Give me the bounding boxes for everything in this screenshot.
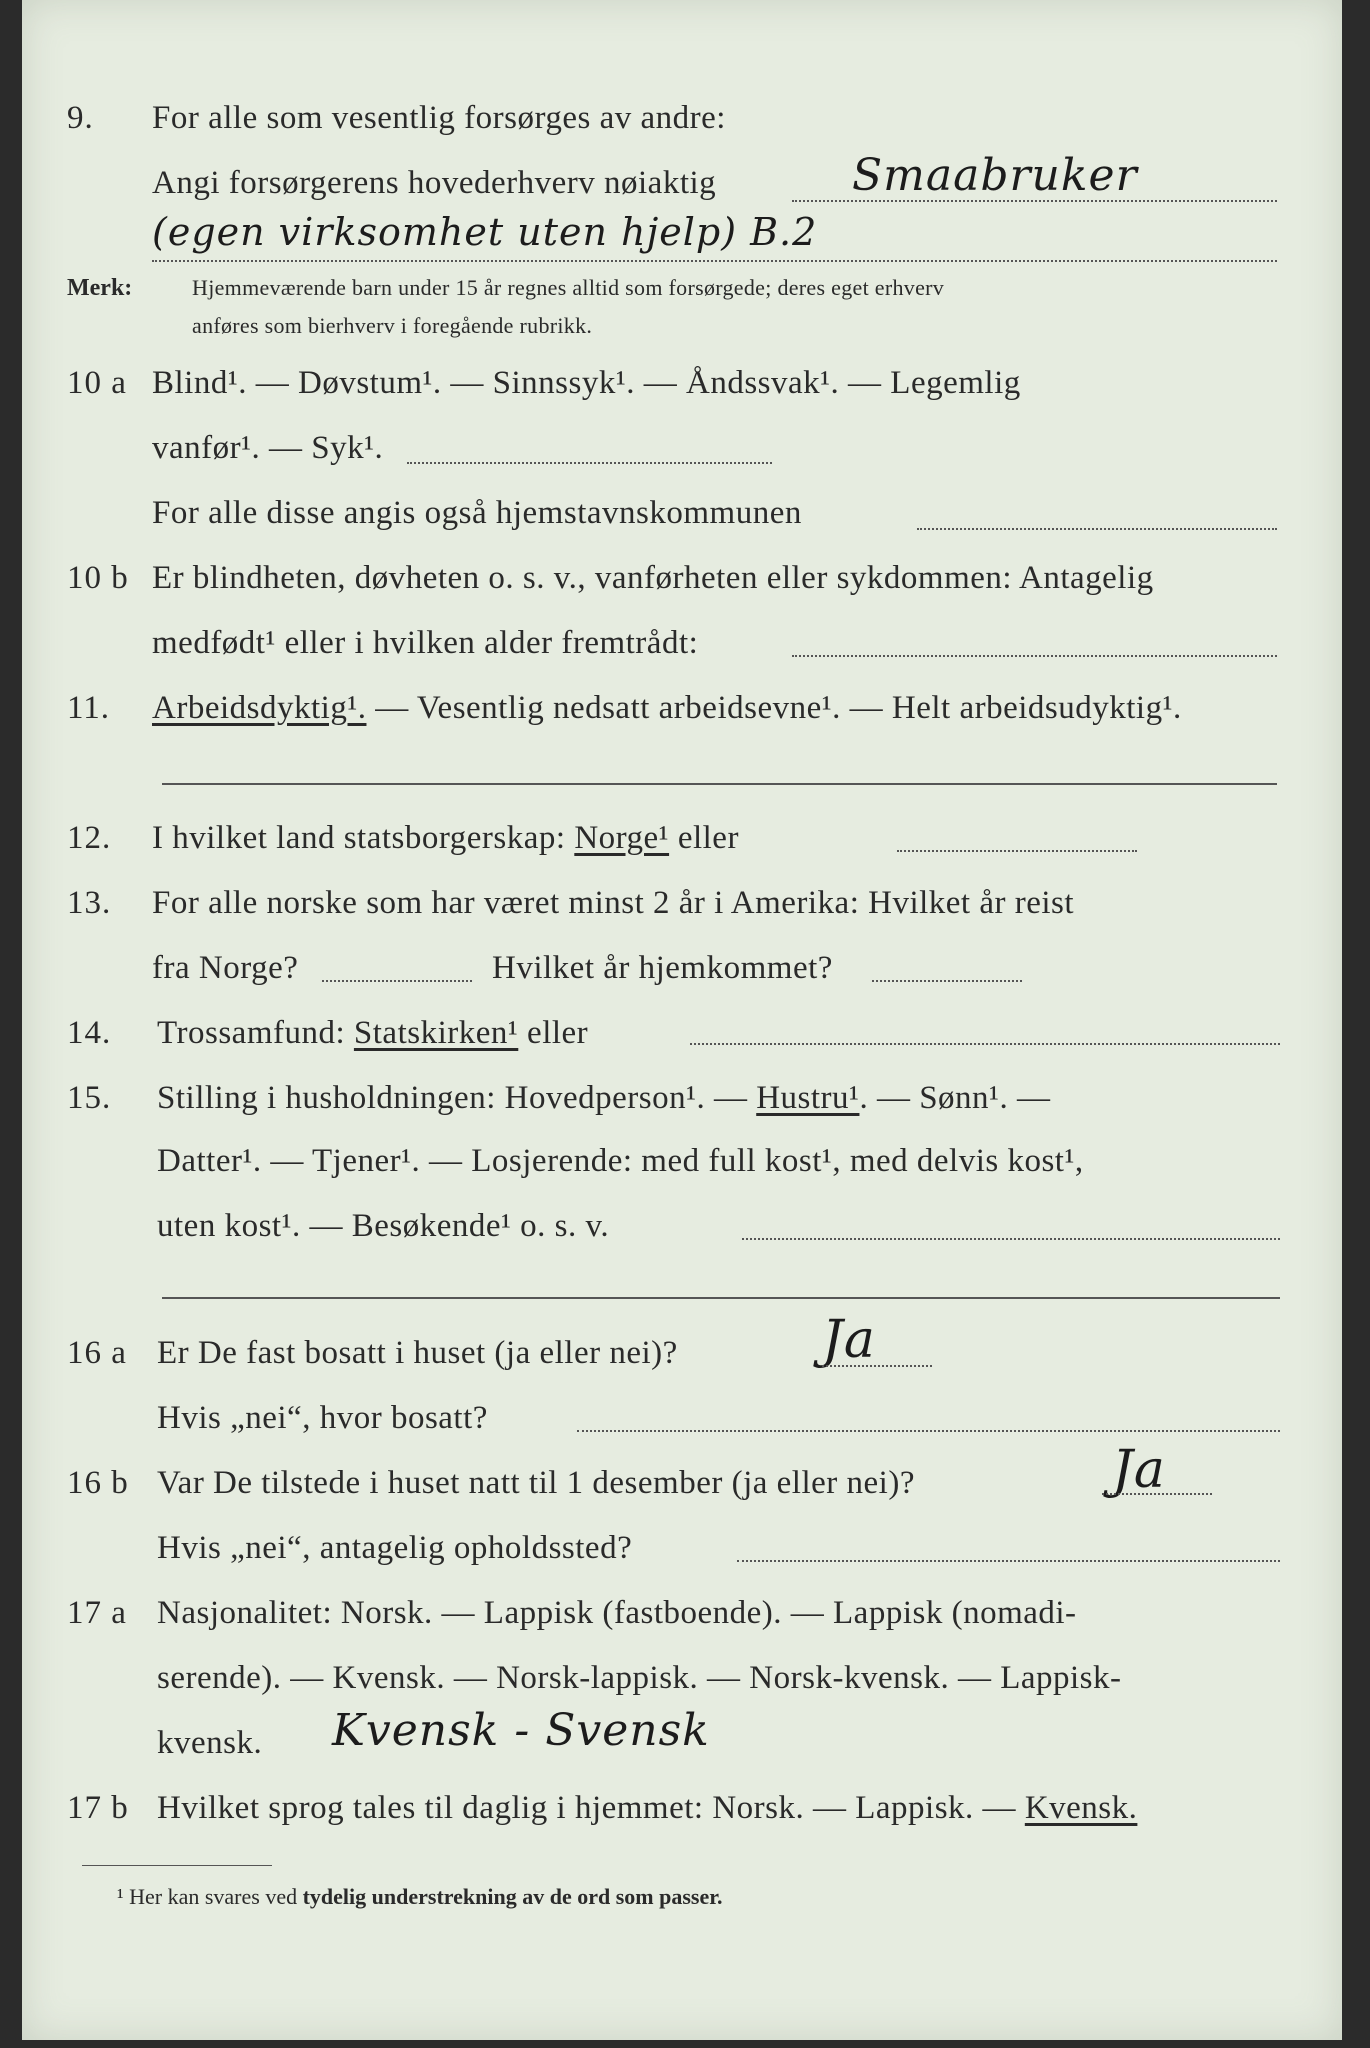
- q14-answer-line: [690, 1043, 1280, 1045]
- q14-pre: Trossamfund:: [157, 1015, 354, 1051]
- q12-pre: I hvilket land statsborgerskap:: [152, 820, 575, 856]
- q14-text: [157, 1015, 588, 1052]
- q17b-text: [157, 1790, 1137, 1827]
- q17b-selected-option: Kvensk.: [1024, 1790, 1138, 1826]
- footnote-mark: ¹: [117, 1884, 124, 1909]
- footnote: [117, 1884, 723, 1910]
- footnote-bold-text: tydelig understrekning av de ord som passer.: [302, 1884, 723, 1909]
- q9-answer-line2: [152, 260, 1277, 262]
- q16b-answer-handwritten: Ja: [1112, 1440, 1166, 1500]
- footnote-text: Her kan svares ved: [123, 1884, 303, 1909]
- q13-line2b: Hvilket år hjemkommet?: [492, 950, 833, 986]
- q15-separator: [162, 1297, 1280, 1299]
- q12-answer-line: [897, 850, 1137, 852]
- q10b-answer-line: [792, 655, 1277, 657]
- q15-line1-pre: Stilling i husholdningen: Hovedperson¹. —: [157, 1080, 757, 1116]
- q15-selected-option: Hustru¹: [756, 1080, 860, 1116]
- q11-text: [152, 690, 1182, 727]
- q14-post: eller: [518, 1015, 589, 1051]
- q9-merk-line1: Hjemmeværende barn under 15 år regnes alltid som forsørgede; deres eget erhverv: [192, 275, 945, 300]
- q16b-answer-line: [1102, 1493, 1212, 1495]
- q10b-number: 10 b: [67, 560, 129, 596]
- q15-number: 15.: [67, 1080, 112, 1116]
- q16a-answer-handwritten: Ja: [822, 1310, 876, 1370]
- q12-text: [152, 820, 739, 857]
- q9-line1: For alle som vesentlig forsørges av andre:: [152, 100, 726, 136]
- q10a-line1: Blind¹. — Døvstum¹. — Sinnssyk¹. — Åndssvak¹. — Legemlig: [152, 365, 1021, 401]
- q10b-line1: Er blindheten, døvheten o. s. v., vanførheten eller sykdommen: Antagelig: [152, 560, 1154, 596]
- q10b-line2: medfødt¹ eller i hvilken alder fremtrådt:: [152, 625, 699, 661]
- q9-line2: Angi forsørgerens hovederhverv nøiaktig: [152, 165, 717, 201]
- q13-reist-line: [322, 980, 472, 982]
- q11-rest: — Vesentlig nedsatt arbeidsevne¹. — Helt arbeidsudyktig¹.: [366, 690, 1182, 726]
- q13-hjemkommet-line: [872, 980, 1022, 982]
- q15-line1-post: . — Sønn¹. —: [859, 1080, 1051, 1116]
- q9-number: 9.: [67, 100, 94, 136]
- q16b-number: 16 b: [67, 1465, 129, 1501]
- q17a-number: 17 a: [67, 1595, 127, 1631]
- q9-answer-handwritten: Smaabruker: [852, 150, 1138, 201]
- q10a-syk-line: [407, 462, 772, 464]
- q17a-line1: Nasjonalitet: Norsk. — Lappisk (fastboende). — Lappisk (nomadi-: [157, 1595, 1077, 1631]
- footnote-rule: [82, 1865, 272, 1866]
- q16b-line1: Var De tilstede i huset natt til 1 desember (ja eller nei)?: [157, 1465, 915, 1501]
- q17b-number: 17 b: [67, 1790, 129, 1826]
- q15-answer-line: [742, 1238, 1280, 1240]
- q16b-opholdssted-line: [737, 1560, 1280, 1562]
- q14-number: 14.: [67, 1015, 112, 1051]
- q9-merk-label: Merk:: [67, 275, 133, 301]
- q16a-number: 16 a: [67, 1335, 127, 1371]
- q16b-line2: Hvis „nei“, antagelig opholdssted?: [157, 1530, 633, 1566]
- q11-selected-option: Arbeidsdyktig¹.: [152, 690, 367, 726]
- q13-line2a: fra Norge?: [152, 950, 299, 986]
- q12-selected-option: Norge¹: [574, 820, 670, 856]
- q11-separator: [162, 783, 1277, 785]
- q17a-line2: serende). — Kvensk. — Norsk-lappisk. — Norsk-kvensk. — Lappisk-: [157, 1660, 1122, 1696]
- q16a-bosatt-line: [577, 1430, 1280, 1432]
- q11-number: 11.: [67, 690, 111, 726]
- q15-line2: Datter¹. — Tjener¹. — Losjerende: med full kost¹, med delvis kost¹,: [157, 1143, 1084, 1179]
- q12-post: eller: [669, 820, 739, 856]
- q12-number: 12.: [67, 820, 112, 856]
- q16a-line2: Hvis „nei“, hvor bosatt?: [157, 1400, 488, 1436]
- q9-merk-line2: anføres som bierhverv i foregående rubrikk.: [192, 313, 593, 338]
- q10a-line3: For alle disse angis også hjemstavnskommunen: [152, 495, 802, 531]
- census-form-page: [22, 0, 1342, 2040]
- q13-number: 13.: [67, 885, 112, 921]
- q10a-line2: vanfør¹. — Syk¹.: [152, 430, 384, 466]
- q15-line3: uten kost¹. — Besøkende¹ o. s. v.: [157, 1208, 610, 1244]
- q17a-line3: kvensk.: [157, 1725, 263, 1761]
- q13-line1: For alle norske som har været minst 2 år i Amerika: Hvilket år reist: [152, 885, 1075, 921]
- q16a-answer-line: [822, 1365, 932, 1367]
- q10a-number: 10 a: [67, 365, 127, 401]
- q14-selected-option: Statskirken¹: [353, 1015, 519, 1051]
- q10a-kommune-line: [917, 528, 1277, 530]
- q17a-answer-handwritten: Kvensk - Svensk: [332, 1705, 710, 1756]
- q16a-line1: Er De fast bosatt i huset (ja eller nei)?: [157, 1335, 678, 1371]
- q15-line1: [157, 1080, 1050, 1117]
- q17b-pre: Hvilket sprog tales til daglig i hjemmet: Norsk. — Lappisk. —: [157, 1790, 1025, 1826]
- q9-answer2-handwritten: (egen virksomhet uten hjelp) B.2: [152, 210, 818, 254]
